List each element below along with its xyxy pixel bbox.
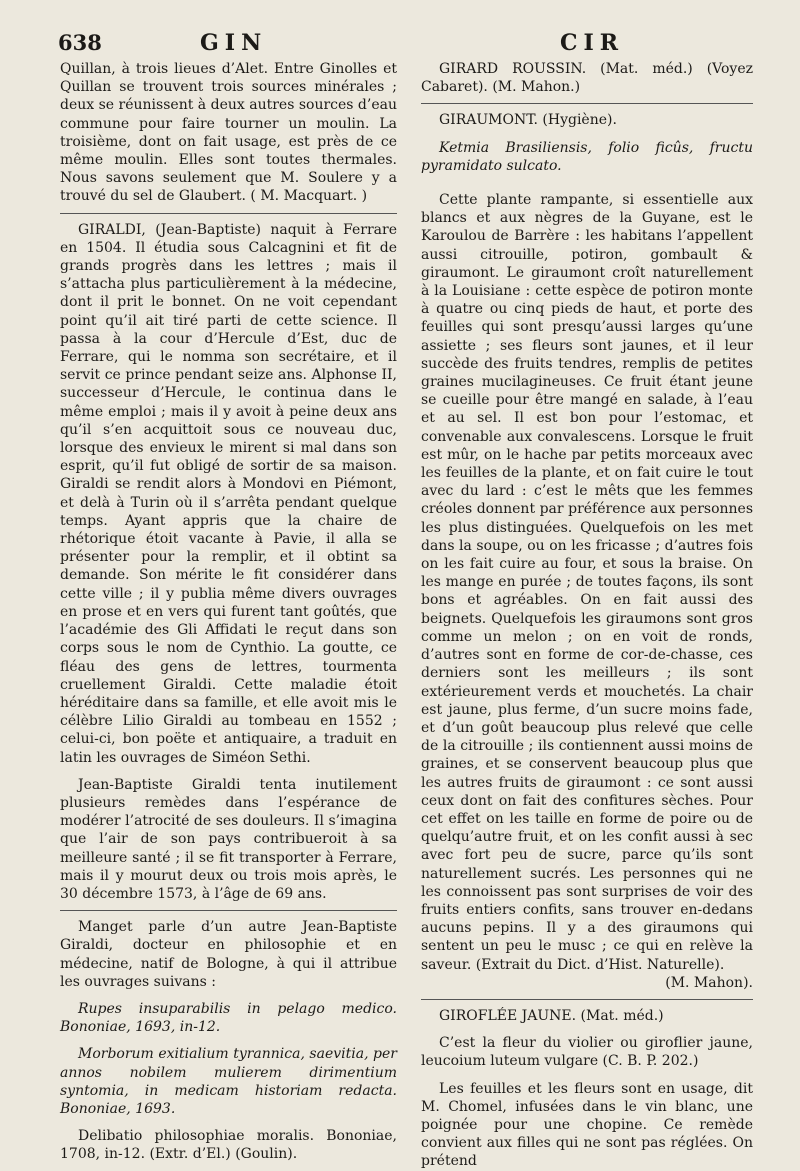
giraumont-body: Cette plante rampante, si essentielle aux blancs et aux nègres de la Guyane, est le Karoulou de Barrère : les habitans l’appellent aussi citrouille, potiron, gombault & giraumont. Le giraumont croît naturellement à la Louisiane : cette espèce de potiron monte à quatre ou cinq pieds de haut, et porte des feuilles qui sont presqu’aussi larges qu’une assiette ; ses fleurs sont jaunes, et il leur succède des fruits tendres, remplis de petites graines mucilagineuses. Ce fruit étant jeune se cueille pour être mangé en salade, à l’eau et au sel. Il est bon pour l’estomac, et convenable aux convalescens. Lorsque le fruit est mûr, on le hache par petits morceaux avec les feuilles de la plante, et on fait cuire le tout avec du lard : c’est le mêts que les femmes créoles donnent par préférence aux personnes les plus distinguées. Quelquefois on les met dans la soupe, ou on les fricasse ; d’autres fois on les fait cuire au four, et sous la braise. On les mange en purée ; de toutes façons, ils sont bons et agréables. On en fait aussi des beignets. Quelquefois les giraumons sont gros comme un melon ; on en voit de ronds, d’autres sont en forme de cor-de-chasse, ces derniers sont les meilleurs ; ils sont extérieurement verds et mouchetés. La chair est jaune, plus ferme, d’un sucre moins fade, et d’un goût beaucoup plus relevé que celle de la citrouille ; ils contiennent aussi moins de graines, et se conservent beaucoup plus que les autres fruits de giraumont : ce sont aussi ceux dont on fait des confitures sèches. Pour cet effet on les taille en forme de poire ou de quelqu’autre fruit, et on les confit aussi à sec avec fort peu de sucre, parce qu’ils sont naturellement sucrés. Les personnes qui ne les connoissent pas sont surprises de voir des fruits entiers confits, sans trouver en-dedans aucuns pepins. Il y a des giraumons qui sentent un peu le musc ; ce qui en relève la saveur. (Extrait du Dict. d’Hist. Naturelle). [421, 192, 753, 973]
giraumont-signature: (M. Mahon). [665, 974, 753, 991]
giroflee-definition: C’est la fleur du violier ou giroflier jaune, leucoium luteum vulgare (C. B. P. 202.) [421, 1035, 753, 1070]
paragraph-ginolles-end: Quillan, à trois lieues d’Alet. Entre Ginolles et Quillan se trouvent trois sources minérales ; deux se réunissent à deux autres sources d’eau commune pour faire tourner un moulin. La troisième, dont on fait usage, est près de ce même moulin. Elles sont toutes thermales. Nous savons seulement que M. Soulere y a trouvé du sel de Glaubert. ( M. Macquart. ) [60, 61, 397, 205]
left-column [60, 60, 397, 1164]
work-morborum: Morborum exitialium tyrannica, saevitia, per annos nobilem mulierem dirimentium syntomia, in medicam historiam redacta. Bononiae, 1693. [60, 1046, 397, 1117]
entry-title-giraumont: GIRAUMONT. (Hygiène). [439, 112, 617, 129]
paragraph-giraldi-bio: GIRALDI, (Jean-Baptiste) naquit à Ferrare en 1504. Il étudia sous Calcagnini et fit de grands progrès dans les lettres ; mais il s’attacha plus particulièrement à la médecine, dont il prit le bonnet. On ne voit cependant point qu’il ait tiré parti de cette science. Il passa à la cour d’Hercule d’Est, duc de Ferrare, qui le nomma son secrétaire, et il servit ce prince pendant seize ans. Alphonse II, successeur d’Hercule, le continua dans le même emploi ; mais il y avoit à peine deux ans qu’il s’en acquittoit sous ce nouveau duc, lorsque des envieux le mirent si mal dans son esprit, qu’il fut obligé de sortir de sa maison. Giraldi se rendit alors à Mondovi en Piémont, et delà à Turin où il s’arrêta pendant quelque temps. Ayant appris que la chaire de rhétorique étoit vacante à Pavie, il alla se présenter pour la remplir, et il obtint sa demande. Son mérite le fit considérer dans cette ville ; il y publia même divers ouvrages en prose et en vers qui furent tant goûtés, que l’académie des Gli Affidati le reçut dans son corps sous le nom de Cynthio. La goutte, ce fléau des gens de lettres, tourmenta cruellement Giraldi. Cette maladie étoit héréditaire dans sa famille, et elle avoit mis le célèbre Lilio Giraldi au tombeau en 1552 ; celui-ci, bon poëte et antiquaire, a traduit en latin les ouvrages de Siméon Sethi. [60, 221, 397, 766]
running-header [0, 30, 800, 60]
entry-divider [60, 213, 397, 214]
header-left-word: GIN [200, 30, 268, 56]
header-right-word: CIR [560, 30, 625, 56]
work-rupes: Rupes insuparabilis in pelago medico. Bononiae, 1693, in-12. [60, 1000, 397, 1036]
entry-girard-roussin: GIRARD ROUSSIN. (Mat. méd.) (Voyez Cabaret). (M. Mahon.) [421, 61, 753, 96]
work-delibatio: Delibatio philosophiae moralis. Bononiae, 1708, in-12. (Extr. d’El.) (Goulin). [60, 1128, 397, 1163]
entry-divider [421, 999, 753, 1000]
paragraph-giraldi-death: Jean-Baptiste Giraldi tenta inutilement plusieurs remèdes dans l’espérance de modérer l’atrocité de ses douleurs. Il s’imagina que l’air de son pays contribueroit à sa meilleure santé ; il se fit transporter à Ferrare, mais il y mourut deux ou trois mois après, le 30 décembre 1573, à l’âge de 69 ans. [60, 776, 397, 902]
section-divider [60, 910, 397, 911]
entry-divider [421, 103, 753, 104]
entry-title-giroflee: GIROFLÉE JAUNE. (Mat. méd.) [439, 1007, 664, 1024]
paragraph-manget: Manget parle d’un autre Jean-Baptiste Giraldi, docteur en philosophie et en médecine, natif de Bologne, à qui il attribue les ouvrages suivans : [60, 919, 397, 990]
right-column [421, 60, 753, 1171]
giraumont-latin-name: Ketmia Brasiliensis, folio ficûs, fructu pyramidato sulcato. [421, 139, 753, 174]
page-number: 638 [58, 30, 102, 55]
giroflee-usage: Les feuilles et les fleurs sont en usage, dit M. Chomel, infusées dans le vin blanc, une poignée pour une chopine. Ce remède convient aux filles qui ne sont pas réglées. On prétend [421, 1080, 753, 1170]
